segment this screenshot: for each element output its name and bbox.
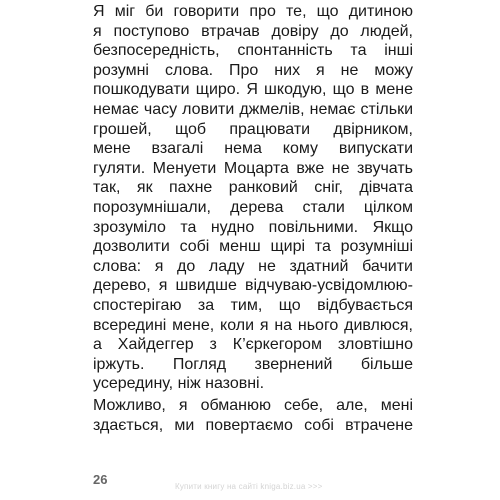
text-line: дерево, я швидше відчуваю-усвідомлюю- [93, 277, 413, 295]
text-line: здається, ми повертаємо собі втрачене [93, 416, 413, 434]
text-line: мене взагалі нема кому випускати [93, 140, 413, 158]
text-line: Я міг би говорити про те, що дитиною [93, 3, 413, 20]
paragraph-2 [93, 396, 413, 435]
text-line: дозволити собі менш щирі та розумніші [93, 238, 413, 256]
text-line: грошей, щоб працювати двірником, [93, 120, 413, 138]
text-line: іржуть. Погляд звернений більше [93, 355, 413, 373]
text-line: а Хайдеггер з К’єркегором зловтішно [93, 336, 413, 354]
page-number: 26 [93, 472, 108, 487]
text-line: спостерігаю за тим, що відбувається [93, 296, 413, 314]
text-line: порозумнішали, дерева стали цілком [93, 198, 413, 216]
text-line: пошкодувати щиро. Я шкодую, що в мене [93, 81, 413, 99]
text-line: безпосередність, спонтанність та інші [93, 42, 413, 60]
text-line: Можливо, я обманюю себе, але, мені [93, 397, 413, 414]
text-line: гуляти. Менуети Моцарта вже не звучать [93, 159, 413, 177]
text-line: так, як пахне ранковий сніг, дівчата [93, 179, 413, 197]
text-line: всередині мене, коли я на нього дивлюся, [93, 316, 413, 334]
paragraph-1 [93, 2, 413, 394]
text-line: я поступово втрачав довіру до людей, [93, 22, 413, 40]
text-line: розумні слова. Про них я не можу [93, 61, 413, 79]
text-line: слова: я до ладу не здатний бачити [93, 257, 413, 275]
text-line: зрозуміло та нудно повільними. Якщо [93, 218, 413, 236]
watermark-text: Купити книгу на сайті kniga.biz.ua >>> [175, 482, 323, 491]
text-line-last: усередину, ніж назовні. [93, 375, 265, 393]
text-line: немає часу ловити джмелів, немає стільки [93, 100, 413, 118]
